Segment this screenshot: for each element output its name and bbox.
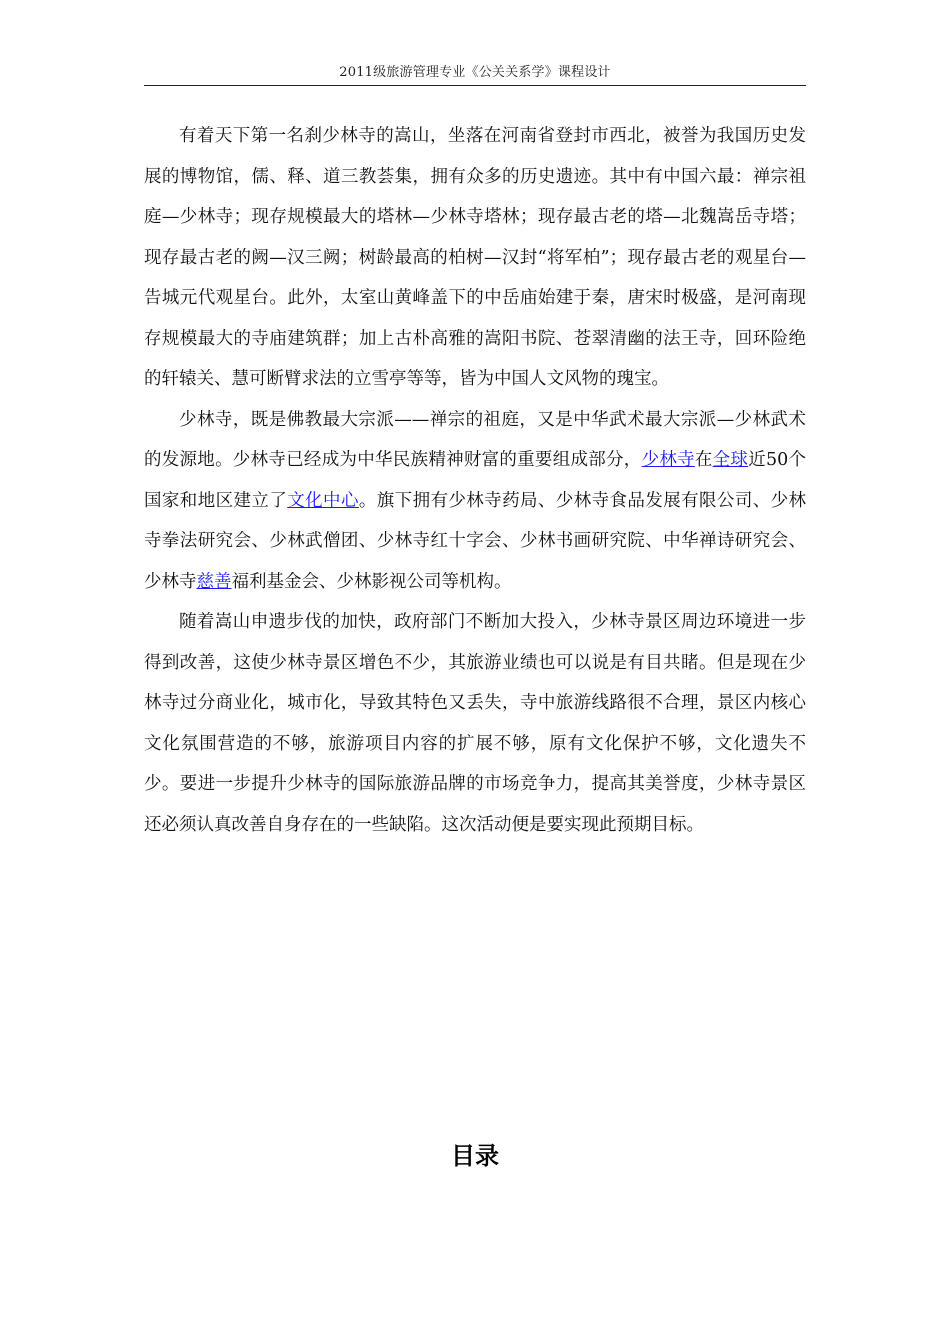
toc-heading: 目录 xyxy=(451,1142,499,1170)
paragraph-text: 福利基金会、少林影视公司等机构。 xyxy=(231,571,512,592)
paragraph-text: 在 xyxy=(694,450,713,470)
paragraph-text: 少林寺，既是佛教最大宗派——禅宗的祖庭，又是中华武术最大宗派—少林武术的发源地。少林寺已经成为中华民族精神财富的重要组成部分， xyxy=(144,409,806,470)
header-divider xyxy=(144,85,806,86)
inline-link[interactable]: 少林寺 xyxy=(641,450,695,470)
inline-link[interactable]: 慈善 xyxy=(196,571,232,592)
paragraph-text: 有着天下第一名刹少林寺的嵩山，坐落在河南省登封市西北，被誉为我国历史发展的博物馆，儒、释、道三教荟集，拥有众多的历史遗迹。其中有中国六最：禅宗祖庭—少林寺；现存规模最大的塔林—少林寺塔林；现存最古老的塔—北魏嵩岳寺塔；现存最古老的阙—汉三阙；树龄最高的柏树—汉封“将军柏”；现存最古老的观星台—告城元代观星台。此外，太室山黄峰盖下的中岳庙始建于秦，唐宋时极盛，是河南现存规模最大的寺庙建筑群；加上古朴高雅的嵩阳书院、苍翠清幽的法王寺，回环险绝的轩辕关、慧可断臂求法的立雪亭等等，皆为中国人文风物的瑰宝。 xyxy=(144,126,806,389)
inline-link[interactable]: 文化中心 xyxy=(287,490,359,511)
paragraph-text: 近50个国家和地区建立了 xyxy=(144,450,807,511)
paragraph-3 xyxy=(144,602,806,845)
paragraph-2 xyxy=(144,400,806,603)
paragraph-1 xyxy=(144,116,806,400)
inline-link[interactable]: 全球 xyxy=(712,450,749,470)
paragraph-text: 随着嵩山申遗步伐的加快，政府部门不断加大投入，少林寺景区周边环境进一步得到改善，这使少林寺景区增色不少，其旅游业绩也可以说是有目共睹。但是现在少林寺过分商业化，城市化，导致其特色又丢失，寺中旅游线路很不合理，景区内核心文化氛围营造的不够，旅游项目内容的扩展不够，原有文化保护不够，文化遗失不少。要进一步提升少林寺的国际旅游品牌的市场竞争力，提高其美誉度，少林寺景区还必须认真改善自身存在的一些缺陷。这次活动便是要实现此预期目标。 xyxy=(144,612,806,835)
paragraph-text: 。旗下拥有少林寺药局、少林寺食品发展有限公司、少林寺拳法研究会、少林武僧团、少林寺红十字会、少林书画研究院、中华禅诗研究会、少林寺 xyxy=(144,490,807,592)
document-body xyxy=(144,116,806,845)
page-header: 2011级旅游管理专业《公关关系学》课程设计 xyxy=(339,65,611,80)
